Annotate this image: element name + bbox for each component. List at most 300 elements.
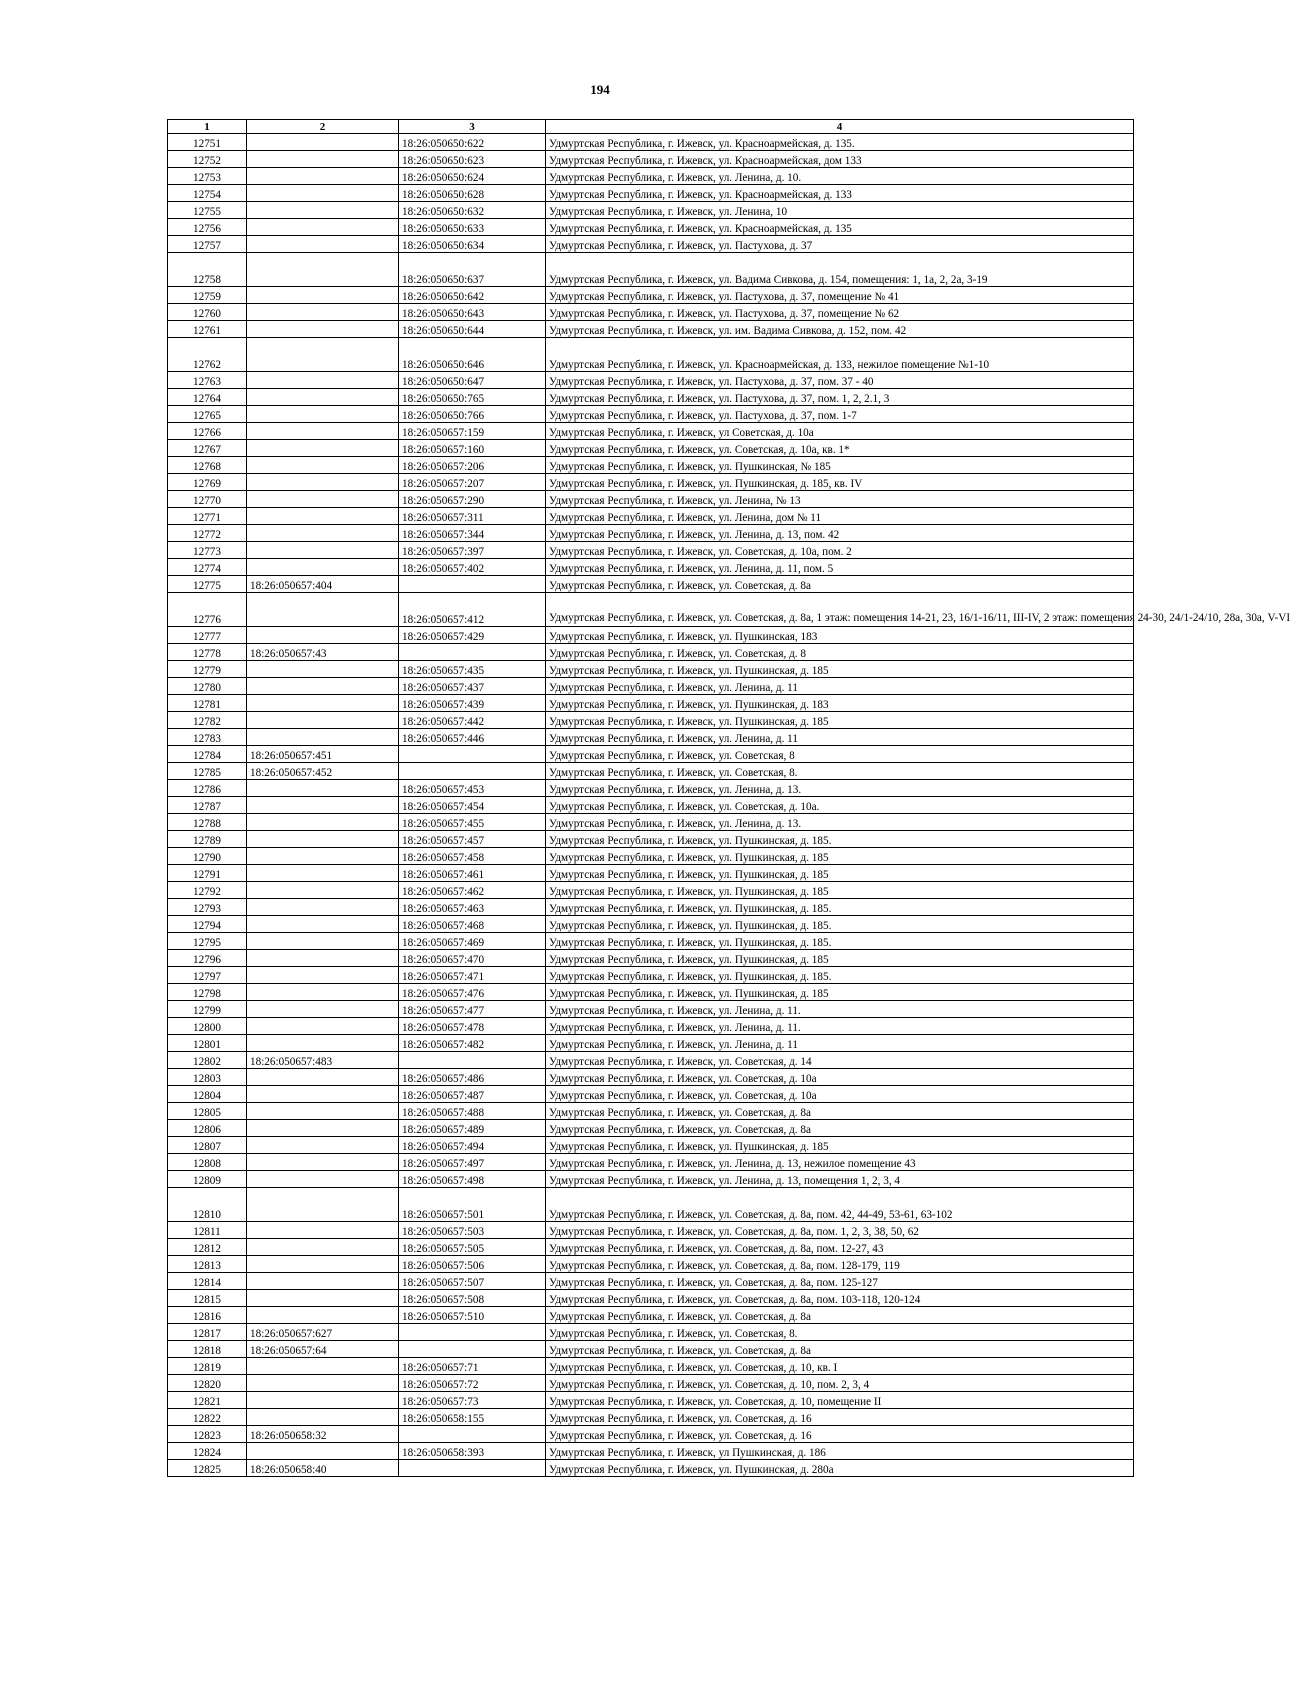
cadastral-number-cell: 18:26:050658:393	[399, 1443, 546, 1460]
table-row	[168, 848, 1134, 865]
page-number: 194	[590, 82, 610, 97]
table-row	[168, 253, 1134, 287]
address-cell: Удмуртская Республика, г. Ижевск, ул. Советская, д. 10, пом. 2, 3, 4	[546, 1375, 1134, 1392]
cadastral-number-cell	[247, 1188, 399, 1222]
table-row	[168, 831, 1134, 848]
cadastral-number-cell: 18:26:050657:435	[399, 661, 546, 678]
row-number-cell: 12818	[168, 1341, 247, 1358]
address-cell: Удмуртская Республика, г. Ижевск, ул. Красноармейская, д. 133	[546, 185, 1134, 202]
row-number-cell: 12768	[168, 457, 247, 474]
cadastral-number-cell: 18:26:050650:766	[399, 406, 546, 423]
cadastral-number-cell	[399, 1341, 546, 1358]
cadastral-number-cell: 18:26:050657:497	[399, 1154, 546, 1171]
row-number-cell: 12803	[168, 1069, 247, 1086]
cadastral-number-cell	[247, 236, 399, 253]
address-cell: Удмуртская Республика, г. Ижевск, ул. Пушкинская, д. 185	[546, 661, 1134, 678]
cadastral-number-cell: 18:26:050657:397	[399, 542, 546, 559]
table-row	[168, 1103, 1134, 1120]
table-row	[168, 797, 1134, 814]
row-number-cell: 12758	[168, 253, 247, 287]
cadastral-number-cell	[247, 423, 399, 440]
row-number-cell: 12760	[168, 304, 247, 321]
cadastral-number-cell	[247, 712, 399, 729]
address-cell: Удмуртская Республика, г. Ижевск, ул. Пастухова, д. 37, пом. 1-7	[546, 406, 1134, 423]
address-cell: Удмуртская Республика, г. Ижевск, ул. Красноармейская, д. 135.	[546, 134, 1134, 151]
table-row	[168, 202, 1134, 219]
cadastral-number-cell	[247, 185, 399, 202]
cadastral-number-cell	[247, 168, 399, 185]
address-cell: Удмуртская Республика, г. Ижевск, ул. Пушкинская, № 185	[546, 457, 1134, 474]
cadastral-number-cell: 18:26:050657:486	[399, 1069, 546, 1086]
table-row	[168, 1120, 1134, 1137]
cadastral-number-cell: 18:26:050657:477	[399, 1001, 546, 1018]
address-cell: Удмуртская Республика, г. Ижевск, ул. Ленина, № 13	[546, 491, 1134, 508]
table-row	[168, 712, 1134, 729]
table-row	[168, 814, 1134, 831]
cadastral-number-cell	[247, 1103, 399, 1120]
table-row	[168, 1443, 1134, 1460]
address-cell: Удмуртская Республика, г. Ижевск, ул. Советская, д. 8	[546, 644, 1134, 661]
address-cell: Удмуртская Республика, г. Ижевск, ул. Советская, д. 8а, 1 этаж: помещения 14-21, 23, 16/1-16/11, III-IV, 2 этаж: помещения 24-30, 24/1-24/10, 28а, 30а, V-VI	[546, 593, 1134, 627]
row-number-cell: 12775	[168, 576, 247, 593]
row-number-cell: 12769	[168, 474, 247, 491]
cadastral-number-cell: 18:26:050657:72	[399, 1375, 546, 1392]
row-number-cell: 12808	[168, 1154, 247, 1171]
cadastral-number-cell	[247, 814, 399, 831]
cadastral-number-cell: 18:26:050657:470	[399, 950, 546, 967]
table-row	[168, 185, 1134, 202]
row-number-cell: 12779	[168, 661, 247, 678]
address-cell: Удмуртская Республика, г. Ижевск, ул Советская, д. 10а	[546, 423, 1134, 440]
cadastral-number-cell: 18:26:050657:468	[399, 916, 546, 933]
address-cell: Удмуртская Республика, г. Ижевск, ул. Пастухова, д. 37, пом. 1, 2, 2.1, 3	[546, 389, 1134, 406]
address-cell: Удмуртская Республика, г. Ижевск, ул. Пушкинская, д. 185.	[546, 831, 1134, 848]
column-header-4: 4	[546, 120, 1134, 134]
row-number-cell: 12799	[168, 1001, 247, 1018]
row-number-cell: 12756	[168, 219, 247, 236]
row-number-cell: 12778	[168, 644, 247, 661]
cadastral-number-cell	[399, 1426, 546, 1443]
row-number-cell: 12823	[168, 1426, 247, 1443]
address-cell: Удмуртская Республика, г. Ижевск, ул. Советская, д. 10а, пом. 2	[546, 542, 1134, 559]
cadastral-number-cell: 18:26:050657:446	[399, 729, 546, 746]
cadastral-number-cell: 18:26:050650:634	[399, 236, 546, 253]
address-cell: Удмуртская Республика, г. Ижевск, ул. Пушкинская, д. 185	[546, 712, 1134, 729]
row-number-cell: 12817	[168, 1324, 247, 1341]
address-cell: Удмуртская Республика, г. Ижевск, ул. Советская, 8.	[546, 763, 1134, 780]
row-number-cell: 12812	[168, 1239, 247, 1256]
address-cell: Удмуртская Республика, г. Ижевск, ул. Пушкинская, д. 185.	[546, 967, 1134, 984]
row-number-cell: 12757	[168, 236, 247, 253]
cadastral-number-cell: 18:26:050657:43	[247, 644, 399, 661]
address-cell: Удмуртская Республика, г. Ижевск, ул. Пушкинская, д. 185	[546, 848, 1134, 865]
cadastral-number-cell: 18:26:050657:488	[399, 1103, 546, 1120]
table-row	[168, 1273, 1134, 1290]
cadastral-number-cell	[247, 848, 399, 865]
address-cell: Удмуртская Республика, г. Ижевск, ул. Советская, 8.	[546, 1324, 1134, 1341]
row-number-cell: 12766	[168, 423, 247, 440]
cadastral-number-cell	[247, 1018, 399, 1035]
cadastral-number-cell	[399, 644, 546, 661]
table-row	[168, 899, 1134, 916]
row-number-cell: 12765	[168, 406, 247, 423]
cadastral-number-cell: 18:26:050657:469	[399, 933, 546, 950]
row-number-cell: 12793	[168, 899, 247, 916]
address-cell: Удмуртская Республика, г. Ижевск, ул. Ленина, д. 13, нежилое помещение 43	[546, 1154, 1134, 1171]
row-number-cell: 12822	[168, 1409, 247, 1426]
cadastral-number-cell: 18:26:050657:159	[399, 423, 546, 440]
cadastral-number-cell: 18:26:050657:489	[399, 1120, 546, 1137]
table-row	[168, 1290, 1134, 1307]
cadastral-number-cell: 18:26:050657:461	[399, 865, 546, 882]
address-cell: Удмуртская Республика, г. Ижевск, ул. Пушкинская, д. 185.	[546, 899, 1134, 916]
cadastral-number-cell	[247, 1137, 399, 1154]
row-number-cell: 12753	[168, 168, 247, 185]
cadastral-number-cell	[247, 831, 399, 848]
cadastral-number-cell: 18:26:050650:632	[399, 202, 546, 219]
cadastral-number-cell: 18:26:050657:471	[399, 967, 546, 984]
address-cell: Удмуртская Республика, г. Ижевск, ул. Красноармейская, д. 135	[546, 219, 1134, 236]
row-number-cell: 12794	[168, 916, 247, 933]
table-row	[168, 576, 1134, 593]
row-number-cell: 12801	[168, 1035, 247, 1052]
row-number-cell: 12820	[168, 1375, 247, 1392]
cadastral-number-cell	[247, 287, 399, 304]
row-number-cell: 12814	[168, 1273, 247, 1290]
row-number-cell: 12781	[168, 695, 247, 712]
cadastral-number-cell	[247, 678, 399, 695]
address-cell: Удмуртская Республика, г. Ижевск, ул. Ленина, д. 11	[546, 1035, 1134, 1052]
table-row	[168, 491, 1134, 508]
cadastral-number-cell: 18:26:050657:476	[399, 984, 546, 1001]
cadastral-number-cell	[247, 1120, 399, 1137]
cadastral-number-cell: 18:26:050650:642	[399, 287, 546, 304]
cadastral-number-cell: 18:26:050650:643	[399, 304, 546, 321]
address-cell: Удмуртская Республика, г. Ижевск, ул. Пастухова, д. 37, помещение № 41	[546, 287, 1134, 304]
cadastral-number-cell	[247, 1035, 399, 1052]
row-number-cell: 12811	[168, 1222, 247, 1239]
cadastral-number-cell: 18:26:050657:508	[399, 1290, 546, 1307]
cadastral-number-cell	[247, 593, 399, 627]
address-cell: Удмуртская Республика, г. Ижевск, ул. Советская, д. 8а	[546, 1120, 1134, 1137]
cadastral-number-cell: 18:26:050658:40	[247, 1460, 399, 1477]
cadastral-number-cell: 18:26:050657:505	[399, 1239, 546, 1256]
table-row	[168, 559, 1134, 576]
address-cell: Удмуртская Республика, г. Ижевск, ул. Советская, д. 16	[546, 1409, 1134, 1426]
table-row	[168, 933, 1134, 950]
table-row	[168, 1137, 1134, 1154]
address-cell: Удмуртская Республика, г. Ижевск, ул. Пушкинская, д. 185	[546, 882, 1134, 899]
cadastral-number-cell	[399, 576, 546, 593]
table-row	[168, 1324, 1134, 1341]
table-row	[168, 1256, 1134, 1273]
cadastral-number-cell	[247, 1222, 399, 1239]
cadastral-number-cell: 18:26:050650:637	[399, 253, 546, 287]
address-cell: Удмуртская Республика, г. Ижевск, ул. Советская, д. 8а, пом. 103-118, 120-124	[546, 1290, 1134, 1307]
row-number-cell: 12824	[168, 1443, 247, 1460]
address-cell: Удмуртская Республика, г. Ижевск, ул. Советская, д. 8а, пом. 42, 44-49, 53-61, 63-102	[546, 1188, 1134, 1222]
address-cell: Удмуртская Республика, г. Ижевск, ул. Пушкинская, д. 185.	[546, 933, 1134, 950]
table-body	[168, 134, 1290, 1477]
cadastral-number-cell: 18:26:050650:633	[399, 219, 546, 236]
cadastral-number-cell: 18:26:050657:507	[399, 1273, 546, 1290]
address-cell: Удмуртская Республика, г. Ижевск, ул. Пушкинская, д. 185.	[546, 916, 1134, 933]
address-cell: Удмуртская Республика, г. Ижевск, ул. Пушкинская, д. 280а	[546, 1460, 1134, 1477]
cadastral-number-cell	[247, 1001, 399, 1018]
table-row	[168, 984, 1134, 1001]
cadastral-number-cell	[247, 797, 399, 814]
table-row	[168, 695, 1134, 712]
table-row	[168, 304, 1134, 321]
row-number-cell: 12787	[168, 797, 247, 814]
table-row	[168, 525, 1134, 542]
cadastral-number-cell	[247, 542, 399, 559]
cadastral-number-cell	[247, 134, 399, 151]
cadastral-number-cell	[247, 1171, 399, 1188]
cadastral-number-cell: 18:26:050657:402	[399, 559, 546, 576]
row-number-cell: 12774	[168, 559, 247, 576]
address-cell: Удмуртская Республика, г. Ижевск, ул. Ленина, д. 13.	[546, 814, 1134, 831]
cadastral-number-cell	[247, 406, 399, 423]
cadastral-number-cell: 18:26:050650:622	[399, 134, 546, 151]
column-header-3: 3	[399, 120, 546, 134]
cadastral-number-cell: 18:26:050657:207	[399, 474, 546, 491]
address-cell: Удмуртская Республика, г. Ижевск, ул. Пастухова, д. 37, помещение № 62	[546, 304, 1134, 321]
address-cell: Удмуртская Республика, г. Ижевск, ул. Советская, д. 8а, пом. 12-27, 43	[546, 1239, 1134, 1256]
cadastral-number-cell: 18:26:050657:454	[399, 797, 546, 814]
table-row	[168, 1460, 1134, 1477]
row-number-cell: 12798	[168, 984, 247, 1001]
cadastral-number-cell: 18:26:050657:463	[399, 899, 546, 916]
row-number-cell: 12752	[168, 151, 247, 168]
table-row	[168, 1154, 1134, 1171]
cadastral-number-cell	[247, 389, 399, 406]
address-cell: Удмуртская Республика, г. Ижевск, ул. Советская, д. 8а	[546, 1307, 1134, 1324]
cadastral-number-cell	[399, 1324, 546, 1341]
row-number-cell: 12762	[168, 338, 247, 372]
table-row	[168, 1035, 1134, 1052]
address-cell: Удмуртская Республика, г. Ижевск, ул. Пушкинская, д. 185	[546, 865, 1134, 882]
cadastral-number-cell	[247, 474, 399, 491]
row-number-cell: 12789	[168, 831, 247, 848]
cadastral-number-cell: 18:26:050657:64	[247, 1341, 399, 1358]
row-number-cell: 12800	[168, 1018, 247, 1035]
table-row	[168, 1171, 1134, 1188]
table-row	[168, 1409, 1134, 1426]
table-row	[168, 151, 1134, 168]
row-number-cell: 12786	[168, 780, 247, 797]
table-row	[168, 916, 1134, 933]
cadastral-number-cell: 18:26:050657:506	[399, 1256, 546, 1273]
table-row	[168, 1341, 1134, 1358]
table-row	[168, 219, 1134, 236]
table-row	[168, 729, 1134, 746]
cadastral-number-cell	[247, 253, 399, 287]
cadastral-number-cell: 18:26:050650:644	[399, 321, 546, 338]
row-number-cell: 12751	[168, 134, 247, 151]
table-row	[168, 372, 1134, 389]
cadastral-number-cell: 18:26:050657:160	[399, 440, 546, 457]
cadastral-number-cell: 18:26:050657:483	[247, 1052, 399, 1069]
table-row	[168, 1222, 1134, 1239]
cadastral-number-cell: 18:26:050657:439	[399, 695, 546, 712]
table-row	[168, 950, 1134, 967]
row-number-cell: 12809	[168, 1171, 247, 1188]
table-row	[168, 678, 1134, 695]
cadastral-number-cell	[247, 1307, 399, 1324]
table-row	[168, 780, 1134, 797]
table-row	[168, 1001, 1134, 1018]
cadastral-number-cell: 18:26:050650:623	[399, 151, 546, 168]
row-number-cell: 12771	[168, 508, 247, 525]
cadastral-number-cell: 18:26:050657:498	[399, 1171, 546, 1188]
row-number-cell: 12788	[168, 814, 247, 831]
row-number-cell: 12755	[168, 202, 247, 219]
address-cell: Удмуртская Республика, г. Ижевск, ул. Советская, д. 10а	[546, 1069, 1134, 1086]
address-cell: Удмуртская Республика, г. Ижевск, ул. Пастухова, д. 37	[546, 236, 1134, 253]
table-row	[168, 1307, 1134, 1324]
cadastral-number-cell	[399, 1460, 546, 1477]
row-number-cell: 12785	[168, 763, 247, 780]
table-row	[168, 389, 1134, 406]
cadastral-number-cell: 18:26:050657:412	[399, 593, 546, 627]
cadastral-number-cell	[247, 491, 399, 508]
column-header-1: 1	[168, 120, 247, 134]
cadastral-number-cell	[247, 1069, 399, 1086]
cadastral-number-cell	[247, 1273, 399, 1290]
table-row	[168, 440, 1134, 457]
cadastral-number-cell: 18:26:050657:462	[399, 882, 546, 899]
cadastral-number-cell: 18:26:050657:510	[399, 1307, 546, 1324]
address-cell: Удмуртская Республика, г. Ижевск, ул. Ленина, д. 11	[546, 729, 1134, 746]
cadastral-number-cell	[247, 1409, 399, 1426]
cadastral-number-cell	[247, 916, 399, 933]
row-number-cell: 12763	[168, 372, 247, 389]
table-row	[168, 423, 1134, 440]
address-cell: Удмуртская Республика, г. Ижевск, ул. Ленина, д. 13.	[546, 780, 1134, 797]
cadastral-number-cell	[247, 950, 399, 967]
table-row	[168, 406, 1134, 423]
address-cell: Удмуртская Республика, г. Ижевск, ул. Советская, д. 8а, пом. 1, 2, 3, 38, 50, 62	[546, 1222, 1134, 1239]
cadastral-number-cell: 18:26:050650:628	[399, 185, 546, 202]
table-row	[168, 338, 1134, 372]
address-cell: Удмуртская Республика, г. Ижевск, ул. Пушкинская, д. 185	[546, 950, 1134, 967]
cadastral-number-cell	[247, 151, 399, 168]
address-cell: Удмуртская Республика, г. Ижевск, ул. Ленина, д. 11.	[546, 1001, 1134, 1018]
row-number-cell: 12795	[168, 933, 247, 950]
cadastral-number-cell: 18:26:050657:487	[399, 1086, 546, 1103]
address-cell: Удмуртская Республика, г. Ижевск, ул. Советская, д. 10, кв. I	[546, 1358, 1134, 1375]
address-cell: Удмуртская Республика, г. Ижевск, ул. Советская, д. 10а, кв. 1*	[546, 440, 1134, 457]
cadastral-number-cell	[247, 1256, 399, 1273]
address-cell: Удмуртская Республика, г. Ижевск, ул. Красноармейская, дом 133	[546, 151, 1134, 168]
address-cell: Удмуртская Республика, г. Ижевск, ул. Ленина, д. 11	[546, 678, 1134, 695]
address-cell: Удмуртская Республика, г. Ижевск, ул. Советская, д. 8а, пом. 128-179, 119	[546, 1256, 1134, 1273]
row-number-cell: 12806	[168, 1120, 247, 1137]
row-number-cell: 12764	[168, 389, 247, 406]
address-cell: Удмуртская Республика, г. Ижевск, ул. Советская, д. 8а	[546, 1103, 1134, 1120]
cadastral-number-cell: 18:26:050657:501	[399, 1188, 546, 1222]
cadastral-number-cell: 18:26:050657:451	[247, 746, 399, 763]
table-row	[168, 134, 1134, 151]
table-row	[168, 1358, 1134, 1375]
cadastral-number-cell	[247, 559, 399, 576]
row-number-cell: 12790	[168, 848, 247, 865]
address-cell: Удмуртская Республика, г. Ижевск, ул. Советская, д. 10а.	[546, 797, 1134, 814]
cadastral-number-cell	[247, 321, 399, 338]
address-cell: Удмуртская Республика, г. Ижевск, ул. Красноармейская, д. 133, нежилое помещение №1-10	[546, 338, 1134, 372]
table-row	[168, 593, 1134, 627]
row-number-cell: 12791	[168, 865, 247, 882]
cadastral-number-cell: 18:26:050650:646	[399, 338, 546, 372]
cadastral-number-cell	[399, 746, 546, 763]
table-row	[168, 1239, 1134, 1256]
row-number-cell: 12816	[168, 1307, 247, 1324]
table-row	[168, 967, 1134, 984]
cadastral-number-cell: 18:26:050657:494	[399, 1137, 546, 1154]
row-number-cell: 12767	[168, 440, 247, 457]
table-row	[168, 1052, 1134, 1069]
address-cell: Удмуртская Республика, г. Ижевск, ул. Ленина, д. 13, помещения 1, 2, 3, 4	[546, 1171, 1134, 1188]
cadastral-number-cell: 18:26:050657:290	[399, 491, 546, 508]
cadastral-number-cell	[247, 899, 399, 916]
address-cell: Удмуртская Республика, г. Ижевск, ул. Ленина, д. 11, пом. 5	[546, 559, 1134, 576]
cadastral-number-cell	[247, 1239, 399, 1256]
table-row	[168, 1086, 1134, 1103]
cadastral-number-cell: 18:26:050657:344	[399, 525, 546, 542]
cadastral-number-cell	[247, 1392, 399, 1409]
table-row	[168, 627, 1134, 644]
row-number-cell: 12815	[168, 1290, 247, 1307]
cadastral-number-cell	[247, 1086, 399, 1103]
cadastral-number-cell	[247, 1358, 399, 1375]
address-cell: Удмуртская Республика, г. Ижевск, ул. Советская, д. 10, помещение II	[546, 1392, 1134, 1409]
cadastral-number-cell: 18:26:050657:457	[399, 831, 546, 848]
address-cell: Удмуртская Республика, г. Ижевск, ул. Пушкинская, д. 185	[546, 1137, 1134, 1154]
cadastral-number-cell	[247, 661, 399, 678]
table-row	[168, 1188, 1134, 1222]
row-number-cell: 12821	[168, 1392, 247, 1409]
cadastral-number-cell	[247, 1443, 399, 1460]
cadastral-number-cell: 18:26:050657:437	[399, 678, 546, 695]
cadastral-number-cell	[247, 219, 399, 236]
cadastral-number-cell	[247, 338, 399, 372]
row-number-cell: 12783	[168, 729, 247, 746]
cadastral-number-cell: 18:26:050658:155	[399, 1409, 546, 1426]
cadastral-number-cell	[247, 1154, 399, 1171]
address-cell: Удмуртская Республика, г. Ижевск, ул. Советская, д. 8а	[546, 576, 1134, 593]
cadastral-number-cell	[247, 202, 399, 219]
table-row	[168, 542, 1134, 559]
cadastral-number-cell: 18:26:050657:429	[399, 627, 546, 644]
table-row	[168, 644, 1134, 661]
cadastral-number-cell: 18:26:050657:453	[399, 780, 546, 797]
cadastral-number-cell	[399, 763, 546, 780]
cadastral-number-cell: 18:26:050657:71	[399, 1358, 546, 1375]
cadastral-number-cell: 18:26:050650:647	[399, 372, 546, 389]
cadastral-number-cell	[247, 304, 399, 321]
row-number-cell: 12805	[168, 1103, 247, 1120]
row-number-cell: 12825	[168, 1460, 247, 1477]
cadastral-number-cell	[399, 1052, 546, 1069]
cadastral-number-cell	[247, 508, 399, 525]
address-cell: Удмуртская Республика, г. Ижевск, ул. Советская, д. 14	[546, 1052, 1134, 1069]
address-cell: Удмуртская Республика, г. Ижевск, ул. Ленина, д. 10.	[546, 168, 1134, 185]
table-row	[168, 661, 1134, 678]
cadastral-number-cell	[247, 440, 399, 457]
cadastral-number-cell	[247, 729, 399, 746]
table-row	[168, 1018, 1134, 1035]
